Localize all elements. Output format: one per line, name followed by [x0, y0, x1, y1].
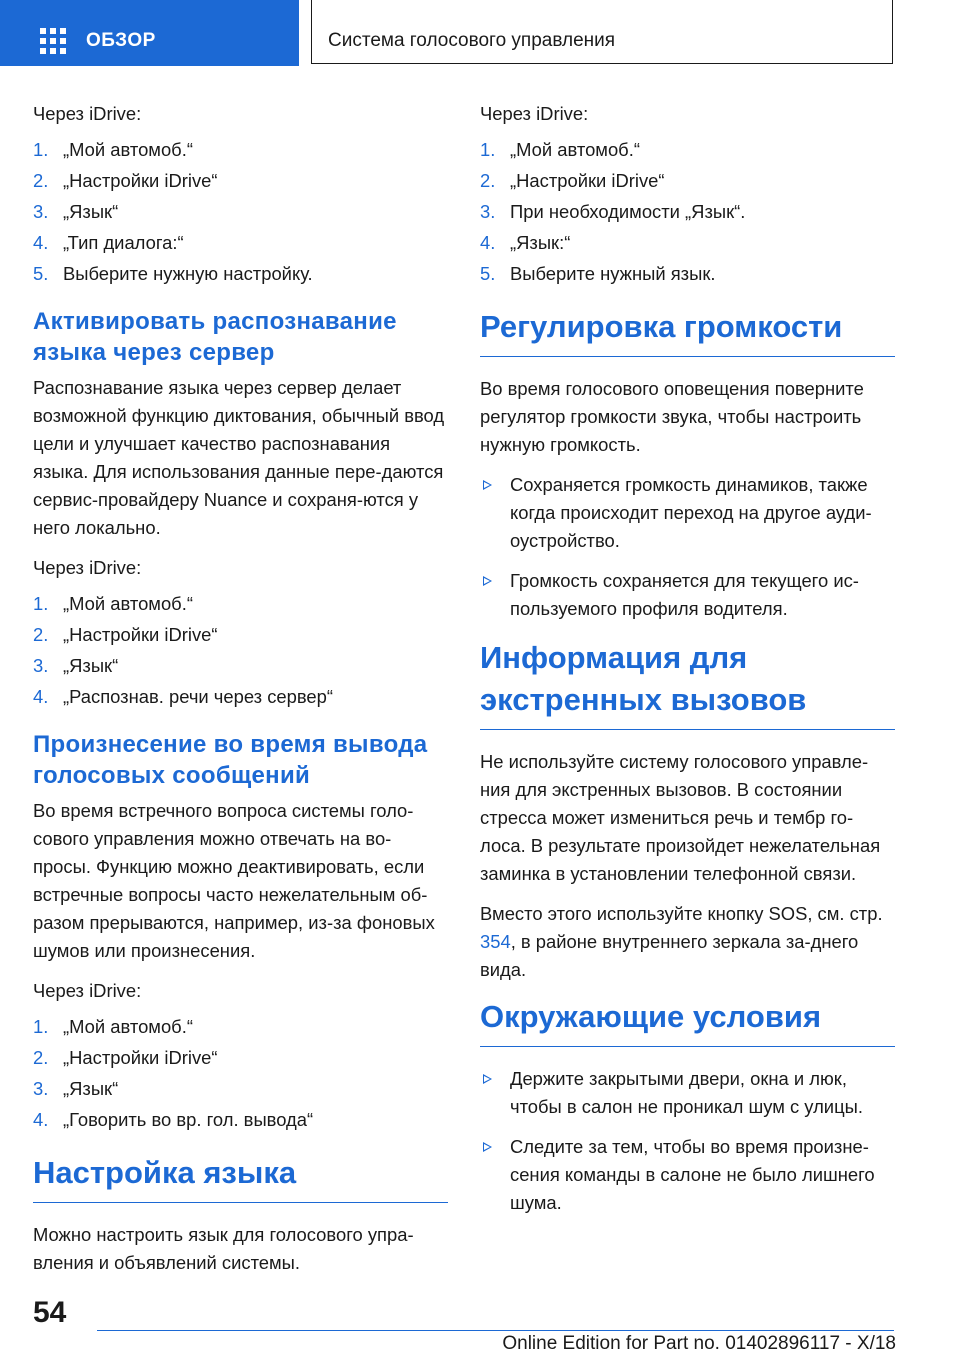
bullet-list — [480, 471, 895, 623]
page-number: 54 — [33, 1296, 67, 1329]
volume-heading: Регулировка громкости — [480, 306, 895, 357]
steps-list — [480, 136, 895, 288]
list-item: 2. „Настройки iDrive“ — [33, 170, 218, 191]
list-item: 4. „Язык:“ — [480, 232, 571, 253]
list-item: Держите закрытыми двери, окна и люк, чтобы в салон не проникал шум с улицы. — [480, 1065, 895, 1121]
steps-list — [33, 590, 448, 711]
language-setting-heading: Настройка языка — [33, 1152, 448, 1203]
triangle-bullet-icon — [483, 1142, 492, 1152]
right-column — [480, 100, 895, 1231]
list-item: 4. „Распознав. речи через сервер“ — [33, 686, 333, 707]
via-idrive-text: Через iDrive: — [33, 103, 142, 124]
list-item: 5. Выберите нужную настройку. — [33, 263, 313, 284]
overview-tab[interactable] — [0, 0, 299, 66]
list-item: Сохраняется громкость динамиков, также когда происходит переход на другое ауди-оустройство. — [480, 471, 895, 555]
list-item: 4. „Тип диалога:“ — [33, 232, 184, 253]
paragraph: Вместо этого используйте кнопку SOS, см. стр. 354, в районе внутреннего зеркала за-днего вида. — [480, 903, 883, 980]
edition-text: Online Edition for Part no. 01402896117 - X/18 — [502, 1333, 896, 1354]
environment-heading: Окружающие условия — [480, 996, 895, 1047]
header-bar — [0, 0, 960, 66]
list-item: 2. „Настройки iDrive“ — [480, 170, 665, 191]
list-item: 3. „Язык“ — [33, 1078, 119, 1099]
list-item: 5. Выберите нужный язык. — [480, 263, 716, 284]
list-item: 3. „Язык“ — [33, 655, 119, 676]
paragraph: Можно настроить язык для голосового упра-вления и объявлений системы. — [33, 1224, 414, 1273]
paragraph: Во время голосового оповещения поверните регулятор громкости звука, чтобы настроить нужную громкость. — [480, 378, 864, 455]
list-item: 2. „Настройки iDrive“ — [33, 624, 218, 645]
triangle-bullet-icon — [483, 480, 492, 490]
list-item: 4. „Говорить во вр. гол. вывода“ — [33, 1109, 314, 1130]
bullet-list — [480, 1065, 895, 1217]
list-item: 2. „Настройки iDrive“ — [33, 1047, 218, 1068]
list-item: 1. „Мой автомоб.“ — [33, 1016, 193, 1037]
via-idrive-text: Через iDrive: — [33, 557, 142, 578]
footer-divider — [97, 1330, 894, 1331]
paragraph: Распознавание языка через сервер делает возможной функцию диктования, обычный ввод цели и улучшает качество распознавания языка. Для использования данные пере-даются сервис-провайдеру Nuance и сохраня-ются у него локально. — [33, 377, 445, 538]
chapter-title: Система голосового управления — [328, 30, 616, 51]
speak-during-output-heading: Произнесение во время вывода голосовых сообщений — [33, 731, 428, 789]
list-item: Громкость сохраняется для текущего ис-пользуемого профиля водителя. — [480, 567, 895, 623]
list-item: Следите за тем, чтобы во время произне-сения команды в салоне не было лишнего шума. — [480, 1133, 895, 1217]
emergency-info-heading: Информация для экстренных вызовов — [480, 637, 895, 730]
list-item: 1. „Мой автомоб.“ — [33, 593, 193, 614]
server-recognition-heading: Активировать распознавание языка через сервер — [33, 308, 397, 366]
via-idrive-text: Через iDrive: — [33, 980, 142, 1001]
paragraph: Во время встречного вопроса системы голо-сового управления можно отвечать на во-просы. Функцию можно деактивировать, если встречные вопросы часто нежелательным об-разом прерываются, например, из-за фоновых шумов или произнесения. — [33, 800, 435, 961]
triangle-bullet-icon — [483, 576, 492, 586]
paragraph: Не используйте систему голосового управле-ния для экстренных вызовов. В состоянии стресса может измениться речь и тембр го-лоса. В результате произойдет нежелательная заминка в установлении телефонной связи. — [480, 751, 881, 884]
via-idrive-text: Через iDrive: — [480, 103, 589, 124]
grid-icon — [40, 28, 66, 54]
list-item: 1. „Мой автомоб.“ — [480, 139, 640, 160]
list-item: 3. При необходимости „Язык“. — [480, 201, 746, 222]
page-link[interactable]: 354 — [480, 931, 511, 952]
chapter-tab[interactable] — [311, 0, 893, 64]
overview-tab-label: ОБЗОР — [86, 30, 156, 51]
list-item: 3. „Язык“ — [33, 201, 119, 222]
triangle-bullet-icon — [483, 1074, 492, 1084]
left-column — [33, 100, 448, 1289]
steps-list — [33, 1013, 448, 1134]
steps-list — [33, 136, 448, 288]
list-item: 1. „Мой автомоб.“ — [33, 139, 193, 160]
